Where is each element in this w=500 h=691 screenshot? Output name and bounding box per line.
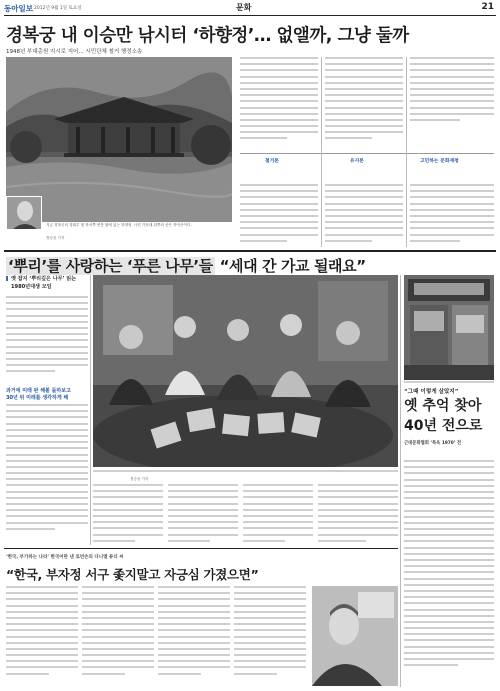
feature-headline-part2: “세대 간 가교 될래요” [219,257,366,275]
issue-date: 2012년 9월 1일 토요일 [34,6,82,11]
feature-kicker-line1: 옛 잡지 ‘뿌리깊은 나무’ 읽는 [11,276,77,282]
kicker-bar [6,276,8,281]
top-col-divider-2 [406,57,407,247]
feature-divider [90,275,91,545]
masthead [4,2,496,16]
side-text-col [404,460,494,686]
top-col-1-body [240,170,318,246]
top-photo-caption-text: 지금 경복궁의 경회루 옆 북서쪽 연못 옆에 있는 하향정. 사진 가운데 뒤쪽의 산은 북악산이다. [46,223,192,227]
feature-headline [6,255,366,276]
side-divider [400,275,401,687]
section-rule-2 [4,548,398,549]
side-quote [404,387,494,446]
side-quote-line1: 옛 추억 찾아 [404,398,482,414]
top-photo-caption [46,223,232,228]
bottom-portrait-photo [312,586,398,686]
feature-left-col [6,296,88,384]
top-col-3-body [410,170,494,246]
side-quote-sub: 근대문화협회 ‘특옥 1970’ 전 [404,441,462,446]
feature-kicker [6,276,86,291]
bottom-col-2 [82,586,154,686]
top-text-col-3 [410,57,494,132]
feature-mid-col-1 [93,484,163,544]
column-head-3: 고민하는 문화재청 [420,159,459,164]
top-col-divider-1 [321,57,322,247]
top-text-col-1 [240,57,318,152]
column-head-1: 철거론 [265,159,279,164]
bottom-col-1 [6,586,78,686]
feature-box-head-line2: 30년 뒤 미래를 생각하게 해 [6,395,69,401]
side-quote-caption: “그때 이렇게 살았지” [404,389,459,395]
top-photo-credit: 정승윤 기자 [46,236,65,240]
top-col-2-body [325,170,403,246]
bottom-col-3 [158,586,230,686]
column-head-2: 유지론 [350,159,364,164]
portrait-photo [6,196,42,230]
section-rule-1 [4,250,496,252]
top-headline: 경복궁 내 이승만 낚시터 ‘하향정’… 없앨까, 그냥 둘까 [6,26,409,46]
side-quote-line2: 40년 전으로 [404,418,483,434]
feature-photo-caption [93,469,398,475]
feature-box-head-line1: 과거에 미래 완 해볼 돌하보고 [6,388,71,394]
feature-photo-credit: 정승윤 기자 [130,477,149,481]
top-text-col-2 [325,57,403,152]
newspaper-logo: 동아일보 [4,4,33,13]
feature-kicker-line2: 1980년대생 모임 [11,283,52,290]
feature-mid-col-4 [318,484,398,544]
bottom-headline: “한국, 부자정 서구 좇지말고 자긍심 가졌으면” [6,567,259,582]
top-subsection-rule [240,153,494,154]
feature-left-col-2 [6,404,88,544]
feature-mid-col-2 [168,484,238,544]
feature-headline-part1: ‘뿌리’를 사랑하는 ‘푸른 나무’들 [8,257,213,275]
section-name: 문화 [236,3,252,12]
feature-mid-col-3 [243,484,313,544]
page-number: 21 [481,2,494,12]
side-photo [404,275,494,380]
bottom-col-4 [234,586,306,686]
feature-group-photo [93,275,398,467]
side-photo-caption [404,381,494,386]
bottom-kicker: ‘한국, 부가하는 나라’ 한국어판 낸 로빈손의 다니엘 튜더 씨 [6,555,124,560]
top-subhead: 1948년 부대총원 지시로 지어… 시민단체 철거 행정소송 [6,49,143,55]
feature-box-head [6,388,90,402]
